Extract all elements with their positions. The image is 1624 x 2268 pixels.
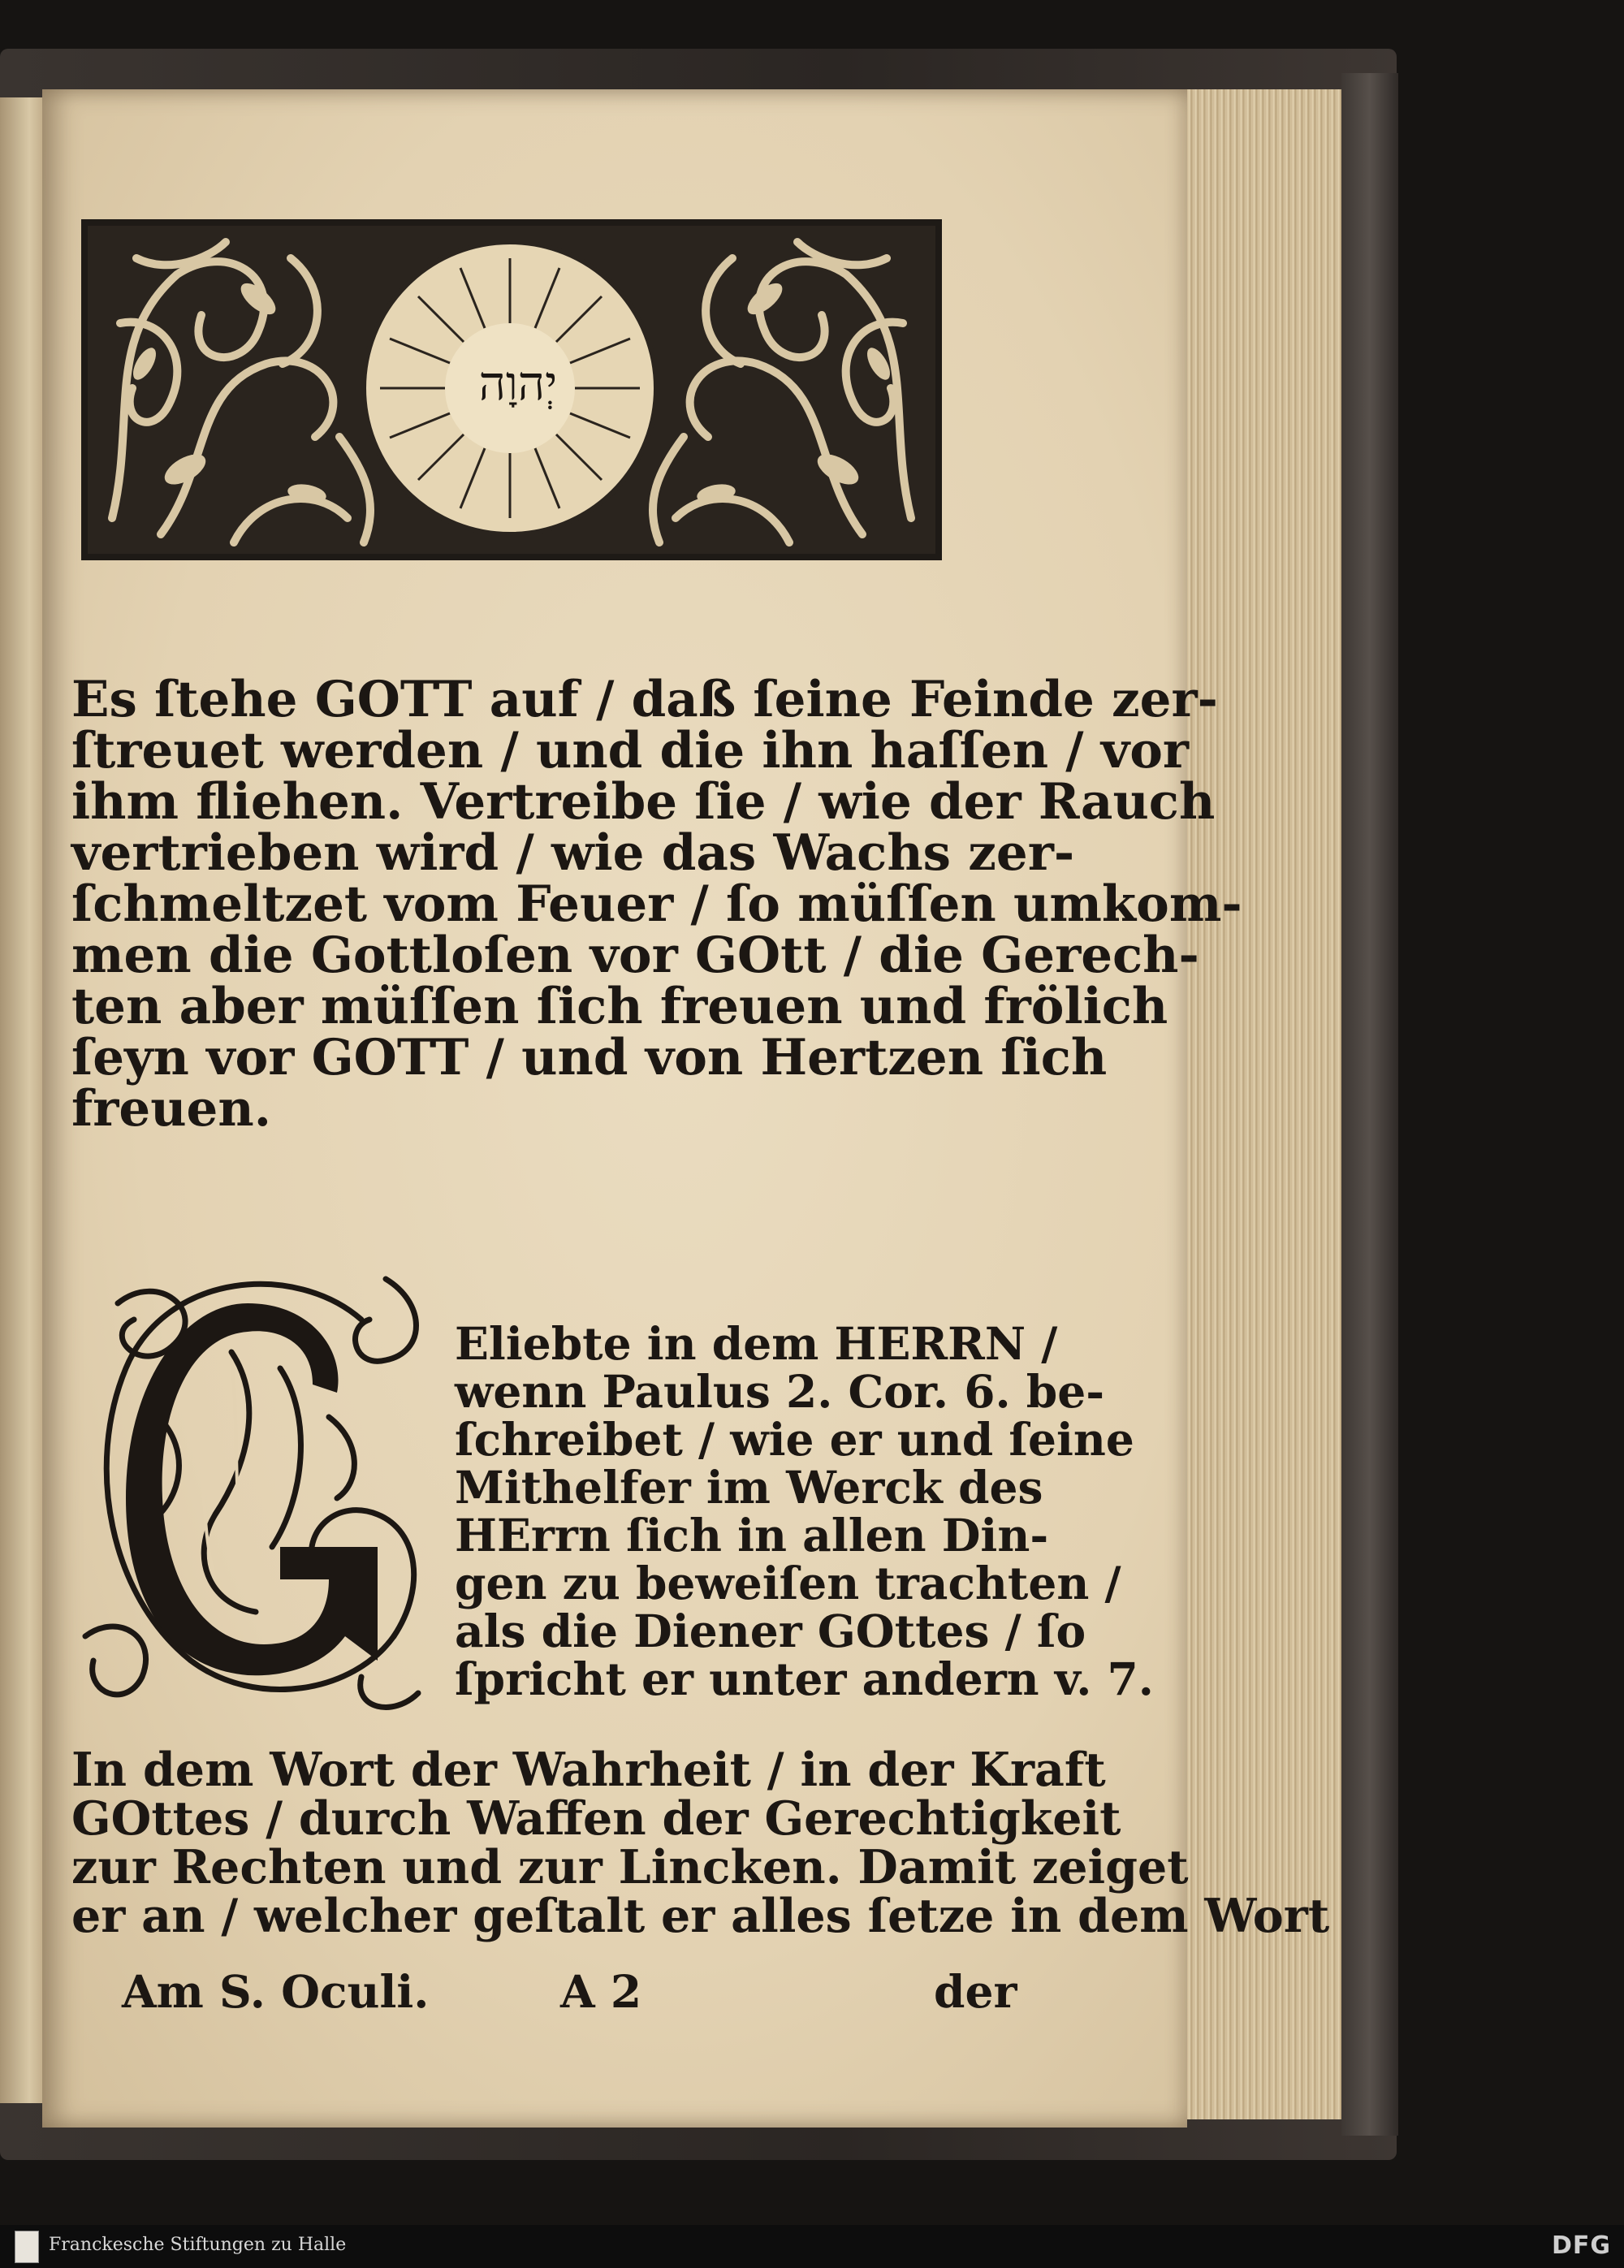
text-line: GOttes / durch Waffen der Gerechtigkeit [71, 1791, 1121, 1846]
sermon-opening-text [455, 1317, 1154, 1705]
left-page-edge [0, 97, 44, 2103]
text-line: gen zu beweiſen trachten / [455, 1557, 1121, 1609]
text-line: ihm fliehen. Vertreibe ſie / wie der Rauch [71, 773, 1216, 831]
institution-logo-icon [15, 2231, 39, 2263]
woodcut-headpiece [81, 219, 942, 560]
dfg-logo: DFG [1551, 2231, 1611, 2260]
text-line: Mithelfer im Werck des [455, 1461, 1043, 1514]
text-line: er an / welcher geſtalt er alles ſetze in dem Wort [71, 1889, 1330, 1943]
decorated-initial-g [69, 1255, 451, 1726]
running-footer-title: Am S. Oculi. [122, 1965, 430, 2018]
institution-credit: Franckesche Stiftungen zu Halle [49, 2235, 347, 2255]
text-line: Es ſtehe GOTT auf / daß ſeine Feinde zer- [71, 671, 1218, 728]
signature-mark: A 2 [560, 1965, 642, 2018]
catchword: der [934, 1965, 1017, 2018]
text-line: HErrn ſich in allen Din- [455, 1509, 1049, 1562]
sermon-continuation-text [71, 1743, 1330, 1943]
initial-ornament [69, 1255, 451, 1726]
text-line: ſchreibet / wie er und ſeine [455, 1413, 1134, 1466]
text-line: ſchmeltzet vom Feuer / ſo müſſen umkom- [71, 875, 1242, 933]
credit-bar [0, 2225, 1624, 2268]
text-line: Eliebte in dem HERRN / [455, 1317, 1058, 1370]
text-line: ſeyn vor GOTT / und von Hertzen ſich [71, 1029, 1108, 1086]
text-line: als die Diener GOttes / ſo [455, 1605, 1086, 1657]
text-line: ſpricht er unter andern v. 7. [455, 1652, 1154, 1705]
text-line: freuen. [71, 1080, 271, 1138]
psalm-text [71, 671, 1242, 1138]
text-line: men die Gottloſen vor GOtt / die Gerech- [71, 927, 1199, 984]
text-line: vertrieben wird / wie das Wachs zer- [71, 824, 1075, 882]
text-line: wenn Paulus 2. Cor. 6. be- [455, 1365, 1105, 1418]
tetragrammaton-inscription: יְהוָה [478, 356, 558, 411]
back-board [1341, 73, 1398, 2136]
text-line: zur Rechten und zur Lincken. Damit zeiget [71, 1840, 1189, 1894]
text-line: In dem Wort der Wahrheit / in der Kraft [71, 1743, 1106, 1797]
text-line: ſtreuet werden / und die ihn haſſen / vor [71, 722, 1190, 780]
text-line: ten aber müſſen ſich freuen und frölich [71, 978, 1168, 1035]
